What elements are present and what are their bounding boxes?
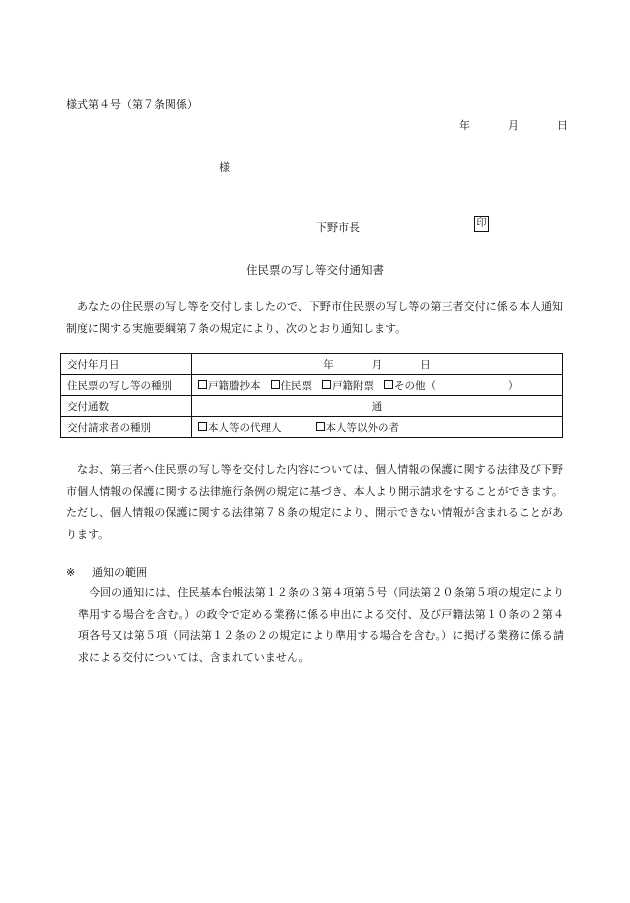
intro-paragraph: あなたの住民票の写し等を交付しましたので、下野市住民票の写し等の第三者交付に係る本人通知制度に関する実施要綱第７条の規定により、次のとおり通知します。: [66, 300, 563, 335]
checkbox-icon: [322, 380, 331, 389]
note-mark: ※: [66, 566, 76, 579]
table-row: [61, 396, 563, 417]
document-type-options: [192, 375, 563, 396]
checkbox-icon: [384, 380, 393, 389]
row-label-issue-date: 交付年月日: [61, 354, 192, 375]
checkbox-koseki-tosho[interactable]: 戸籍謄抄本: [198, 378, 261, 393]
checkbox-other[interactable]: その他（: [384, 378, 436, 393]
form-number: 様式第４号（第７条関係）: [66, 98, 198, 111]
disclosure-paragraph: なお、第三者へ住民票の写し等を交付した内容については、個人情報の保護に関する法律及び下野市個人情報の保護に関する法律施行条例の規定に基づき、本人より開示請求をすることができます。ただし、個人情報の保護に関する法律第７８条の規定により、開示できない情報が含まれることがあります。: [66, 463, 563, 541]
date-year: 年: [459, 119, 470, 132]
checkbox-icon: [198, 422, 207, 431]
issue-date-field: 年 月 日: [192, 354, 563, 375]
issuer-name: 下野市長: [316, 221, 360, 234]
checkbox-icon: [271, 380, 280, 389]
table-row: [61, 375, 563, 396]
document-title: 住民票の写し等交付通知書: [246, 263, 384, 277]
scope-heading: [66, 564, 147, 580]
row-label-requester-type: 交付請求者の種別: [61, 417, 192, 438]
notice-table: [60, 353, 563, 438]
checkbox-third-party[interactable]: 本人等以外の者: [316, 420, 400, 435]
date-day: 日: [557, 119, 568, 132]
scope-paragraph: 今回の通知には、住民基本台帳法第１２条の３第４項第５号（同法第２０条第５項の規定により準用する場合を含む。）の政令で定める業務に係る申出による交付、及び戸籍法第１０条の２第４項各号又は第５項（同法第１２条の２の規定により準用する場合を含む。）に掲げる業務に係る請求による交付については、含まれていません。: [78, 586, 564, 664]
scope-heading-text: 通知の範囲: [92, 566, 147, 579]
checkbox-juminhyo[interactable]: 住民票: [271, 378, 313, 393]
table-row: [61, 417, 563, 438]
date-line: [459, 117, 568, 133]
seal-stamp: 印: [474, 216, 489, 232]
checkbox-icon: [316, 422, 325, 431]
row-label-copies: 交付通数: [61, 396, 192, 417]
checkbox-agent[interactable]: 本人等の代理人: [198, 420, 282, 435]
checkbox-koseki-fuhyo[interactable]: 戸籍附票: [322, 378, 374, 393]
row-label-document-type: 住民票の写し等の種別: [61, 375, 192, 396]
closing-paren: ）: [508, 379, 519, 392]
table-row: [61, 354, 563, 375]
copies-field: 通: [192, 396, 563, 417]
checkbox-icon: [198, 380, 207, 389]
addressee-honorific: 様: [219, 161, 230, 174]
requester-type-options: [192, 417, 563, 438]
date-month: 月: [508, 119, 519, 132]
